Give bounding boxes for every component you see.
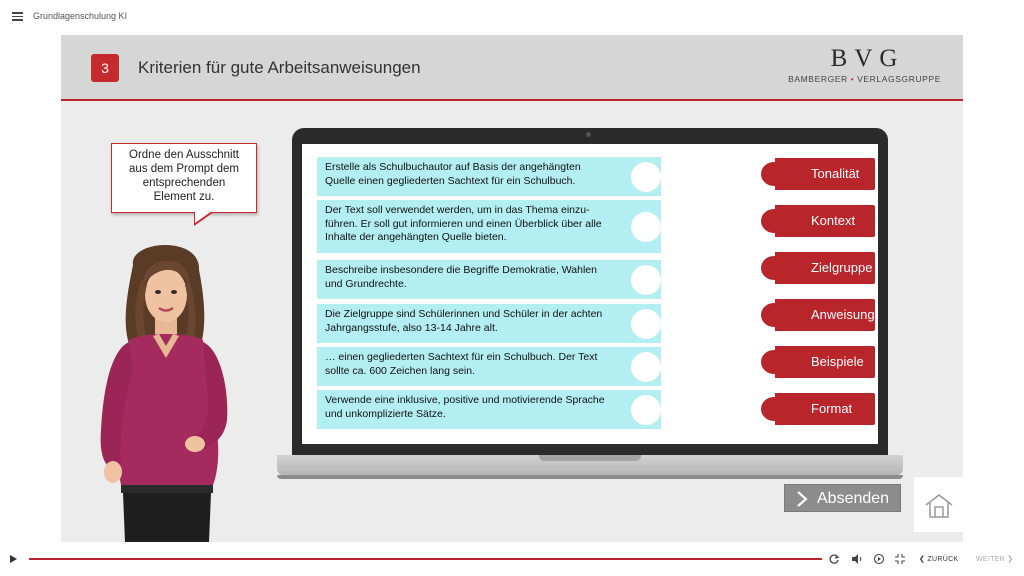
next-label: WEITER	[976, 556, 1006, 563]
progress-bar[interactable]	[29, 558, 822, 560]
logo-sub-dot: •	[850, 75, 855, 84]
category-tonalitaet[interactable]	[775, 158, 875, 190]
prompt-piece-text: Erstelle als Schulbuchautor auf Basis der angehängten Quelle einen gegliederten Sachtext für ein Schulbuch.	[325, 161, 581, 187]
puzzle-knob	[761, 256, 787, 280]
prompt-piece-text: Verwende eine inklusive, positive und motivierende Sprache und unkomplizierte Sätze.	[325, 394, 605, 420]
replay-icon[interactable]	[828, 553, 840, 565]
category-kontext[interactable]	[775, 205, 875, 237]
back-label: ZURÜCK	[927, 556, 959, 563]
course-title: Grundlagenschulung KI	[33, 11, 128, 21]
category-label: Beispiele	[811, 354, 864, 369]
logo-sub-left: BAMBERGER	[788, 74, 848, 84]
instruction-bubble	[111, 143, 257, 213]
prompt-piece-5[interactable]	[317, 347, 661, 386]
prompt-piece-text: Beschreibe insbesondere die Begriffe Demokratie, Wahlen und Grundrechte.	[325, 264, 597, 290]
player-bar	[0, 548, 1024, 576]
puzzle-notch	[631, 212, 661, 242]
puzzle-notch	[631, 162, 661, 192]
prompt-piece-3[interactable]	[317, 260, 661, 299]
chapter-badge: 3	[91, 54, 119, 82]
screen-area	[302, 144, 878, 444]
presenter-character	[81, 240, 251, 542]
bubble-tail-inner	[195, 211, 212, 223]
prompt-piece-text: Der Text soll verwendet werden, um in das Thema einzu-führen. Er soll gut informieren und einen Überblick über alle Inhalte der angehängten Quelle bieten.	[325, 204, 602, 243]
home-button[interactable]	[914, 477, 963, 532]
fullscreen-icon[interactable]	[894, 553, 906, 565]
submit-label: Absenden	[817, 490, 890, 507]
puzzle-notch	[631, 352, 661, 382]
puzzle-knob	[761, 350, 787, 374]
top-bar	[0, 0, 1024, 34]
chevron-right-icon	[794, 491, 810, 507]
prompt-piece-text: … einen gegliederten Sachtext für ein Schulbuch. Der Text sollte ca. 600 Zeichen lang sein.	[325, 351, 598, 377]
category-anweisung[interactable]	[775, 299, 875, 331]
category-beispiele[interactable]	[775, 346, 875, 378]
submit-button[interactable]	[784, 484, 901, 512]
camera-icon	[586, 132, 591, 137]
menu-icon[interactable]	[12, 12, 23, 21]
bubble-line: Element zu.	[153, 191, 215, 203]
category-label: Tonalität	[811, 166, 860, 181]
prompt-piece-2[interactable]	[317, 200, 661, 253]
bubble-line: aus dem Prompt dem	[129, 163, 239, 175]
category-label: Zielgruppe	[811, 260, 873, 275]
logo-sub-right: VERLAGSGRUPPE	[857, 74, 941, 84]
category-label: Anweisung	[811, 307, 875, 322]
slide-header	[61, 35, 963, 101]
puzzle-notch	[631, 265, 661, 295]
logo-sub	[788, 74, 941, 84]
prompt-piece-1[interactable]	[317, 157, 661, 196]
puzzle-knob	[761, 303, 787, 327]
next-button[interactable]: WEITER ❯	[976, 556, 1014, 563]
slide	[61, 35, 963, 542]
volume-icon[interactable]	[851, 553, 863, 565]
puzzle-notch	[631, 309, 661, 339]
bubble-line: Ordne den Ausschnitt	[129, 149, 239, 161]
prompt-piece-4[interactable]	[317, 304, 661, 343]
captions-icon[interactable]	[873, 553, 885, 565]
puzzle-knob	[761, 397, 787, 421]
home-icon	[924, 493, 954, 519]
puzzle-knob	[761, 162, 787, 186]
back-button[interactable]: ❮ ZURÜCK	[919, 556, 959, 563]
laptop-base	[277, 455, 903, 475]
category-zielgruppe[interactable]	[775, 252, 875, 284]
laptop-screen	[292, 128, 888, 455]
prompt-piece-text: Die Zielgruppe sind Schülerinnen und Schüler in der achten Jahrgangsstufe, also 13-14 Jahre alt.	[325, 308, 603, 334]
play-icon[interactable]	[10, 555, 17, 563]
prompt-piece-6[interactable]	[317, 390, 661, 429]
category-format[interactable]	[775, 393, 875, 425]
puzzle-knob	[761, 209, 787, 233]
logo-main: BVG	[830, 45, 905, 72]
puzzle-notch	[631, 395, 661, 425]
laptop-base-shadow	[277, 475, 903, 479]
bubble-line: entsprechenden	[142, 177, 226, 189]
slide-title: Kriterien für gute Arbeitsanweisungen	[138, 58, 421, 77]
bvg-logo	[788, 47, 941, 84]
laptop-notch	[539, 455, 641, 461]
category-label: Format	[811, 401, 853, 416]
category-label: Kontext	[811, 213, 856, 228]
